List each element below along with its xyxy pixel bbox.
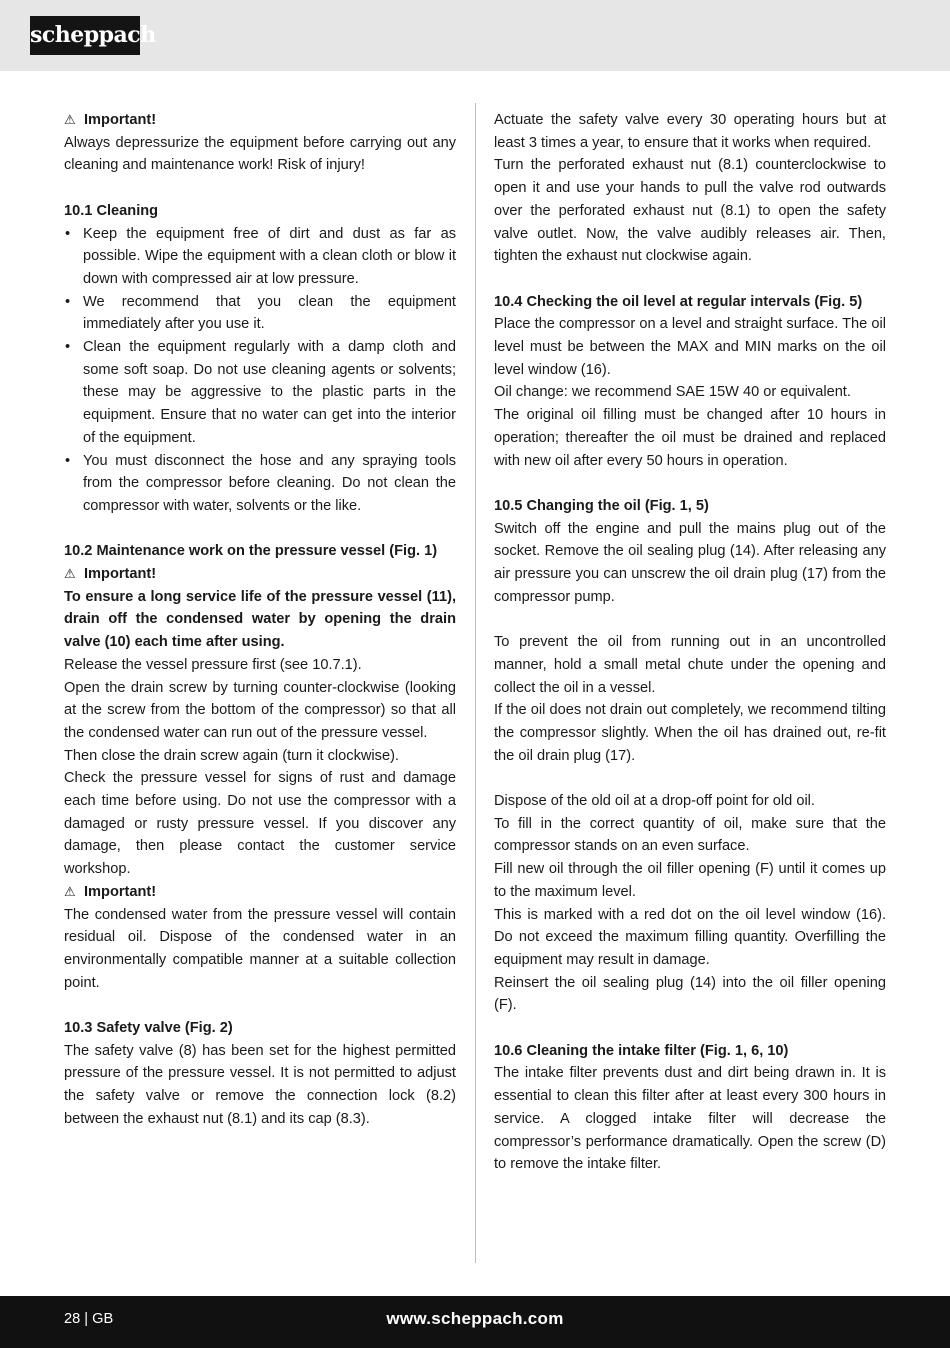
section-heading-10-2: 10.2 Maintenance work on the pressure vessel (Fig. 1) [64,543,438,560]
page-footer [0,1296,950,1348]
warning-icon: ⚠ [64,112,76,127]
column-divider [475,103,476,1263]
page-number: 28 | GB [64,1311,114,1327]
paragraph: Open the drain screw by turning counter-clockwise (looking at the screw from the bottom of the compressor) so that all the condensed water can run out of the pressure vessel. [64,679,456,741]
paragraph: Oil change: we recommend SAE 15W 40 or equivalent. [494,384,851,401]
warning-icon: ⚠ [64,566,76,582]
paragraph: Then close the drain screw again (turn it clockwise). [64,747,399,764]
list-item: • Keep the equipment free of dirt and dust as far as possible. Wipe the equipment with a clean cloth or blow it down with compressed air at low pressure. [64,223,456,291]
section-heading-10-1: 10.1 Cleaning [64,202,159,219]
paragraph: To prevent the oil from running out in an uncontrolled manner, hold a small metal chute under the opening and collect the oil in a vessel. [494,634,886,696]
paragraph: The original oil filling must be changed after 10 hours in operation; thereafter the oil must be drained and replaced with new oil after every 50 hours in operation. [494,407,886,469]
left-column [64,109,456,1131]
scheppach-logo: scheppach [30,16,140,55]
list-item: • We recommend that you clean the equipment immediately after you use it. [64,291,456,336]
section-heading-10-5: 10.5 Changing the oil (Fig. 1, 5) [494,497,709,514]
bold-instruction: To ensure a long service life of the pressure vessel (11), drain off the condensed water by opening the drain valve (10) each time after using. [64,588,456,651]
important-warning [64,881,456,904]
paragraph: Fill new oil through the oil filler opening (F) until it comes up to the maximum level. [494,861,886,900]
paragraph: Turn the perforated exhaust nut (8.1) counterclockwise to open it and use your hands to pull the valve rod outwards over the perforated exhaust nut (8.1) to open the safety valve outlet. Now, the valve audibly releases air. Then, tighten the exhaust nut clockwise again. [494,157,886,265]
paragraph: To fill in the correct quantity of oil, make sure that the compressor stands on an even surface. [494,815,886,855]
paragraph: Place the compressor on a level and straight surface. The oil level must be between the MAX and MIN marks on the oil level window (16). [494,316,886,378]
paragraph: Switch off the engine and pull the mains plug out of the socket. Remove the oil sealing plug (14). After releasing any air pressure you can unscrew the oil drain plug (17) from the compressor pump. [494,520,886,605]
paragraph: This is marked with a red dot on the oil level window (16). Do not exceed the maximum filling quantity. Overfilling the equipment may result in damage. [494,906,886,968]
cleaning-bullet-list [64,223,456,518]
warning-label: Important! [84,112,157,128]
section-heading-10-4: 10.4 Checking the oil level at regular intervals (Fig. 5) [494,293,863,310]
list-item: • You must disconnect the hose and any spraying tools from the compressor before cleaning. Do not clean the compressor with water, solvents or the like. [64,450,456,518]
paragraph: The condensed water from the pressure vessel will contain residual oil. Dispose of the condensed water in an environmentally compatible manner at a suitable collection point. [64,906,456,991]
section-heading-10-3: 10.3 Safety valve (Fig. 2) [64,1020,233,1037]
paragraph: The safety valve (8) has been set for the highest permitted pressure of the pressure vessel. It is not permitted to adjust the safety valve or remove the connection lock (8.2) between the exhaust nut (8.1) and its cap (8.3). [64,1042,456,1127]
important-warning [64,109,456,132]
paragraph: If the oil does not drain out completely, we recommend tilting the compressor slightly. When the oil has drained out, re-fit the oil drain plug (17). [494,702,886,764]
warning-icon: ⚠ [64,883,76,899]
paragraph: Release the vessel pressure first (see 10.7.1). [64,656,362,673]
warning-label: Important! [84,566,157,583]
warning-label: Important! [84,883,157,900]
paragraph: Actuate the safety valve every 30 operating hours but at least 3 times a year, to ensure that it works when required. [494,112,886,151]
paragraph: Dispose of the old oil at a drop-off point for old oil. [494,793,815,810]
website-url[interactable]: www.scheppach.com [386,1309,564,1328]
warning-text: Always depressurize the equipment before carrying out any cleaning and maintenance work! Risk of injury! [64,134,456,174]
paragraph: The intake filter prevents dust and dirt being drawn in. It is essential to clean this filter after at least every 300 hours in service. A clogged intake filter will decrease the compressor’s performance dramatically. Open the screw (D) to remove the intake filter. [494,1065,886,1173]
paragraph: Reinsert the oil sealing plug (14) into the oil filler opening (F). [494,974,886,1014]
section-heading-10-6: 10.6 Cleaning the intake filter (Fig. 1, 6, 10) [494,1042,789,1059]
important-warning [64,563,456,586]
right-column [494,109,886,1176]
list-item: • Clean the equipment regularly with a damp cloth and some soft soap. Do not use cleaning agents or solvents; these may be aggressive to the plastic parts in the equipment. Ensure that no water can get into the interior of the equipment. [64,336,456,450]
paragraph: Check the pressure vessel for signs of rust and damage each time before using. Do not use the compressor with a damaged or rusty pressure vessel. If you discover any damage, then please contact the customer service workshop. [64,770,456,878]
page-header [0,0,950,71]
